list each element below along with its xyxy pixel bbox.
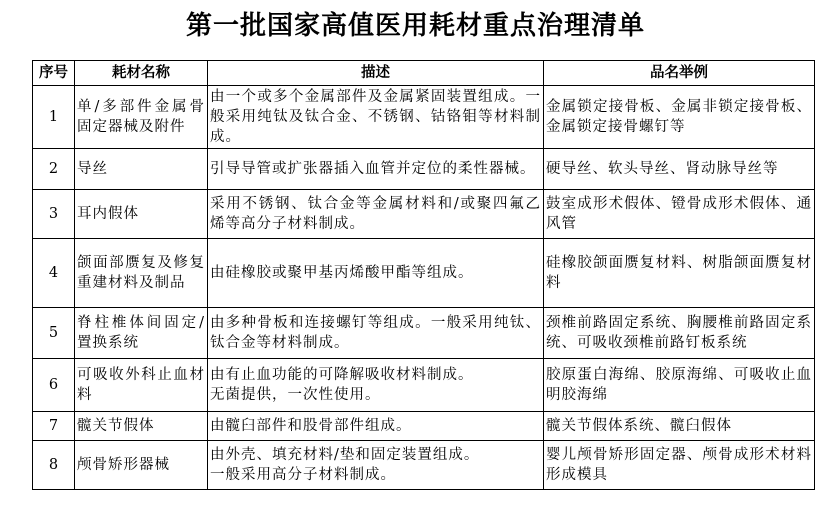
cell-desc: 引导导管或扩张器插入血管并定位的柔性器械。 xyxy=(208,149,544,190)
cell-examples: 髋关节假体系统、髋臼假体 xyxy=(544,412,815,441)
cell-examples: 硅橡胶颌面赝复材料、树脂颌面赝复材料 xyxy=(544,239,815,308)
cell-seq: 8 xyxy=(33,441,75,490)
table-row xyxy=(33,412,815,441)
cell-seq: 1 xyxy=(33,86,75,149)
page-title: 第一批国家高值医用耗材重点治理清单 xyxy=(185,11,645,41)
cell-seq: 4 xyxy=(33,239,75,308)
cell-desc: 由多种骨板和连接螺钉等组成。一般采用纯钛、钛合金等材料制成。 xyxy=(208,308,544,359)
cell-seq: 3 xyxy=(33,190,75,239)
cell-desc: 由一个或多个金属部件及金属紧固装置组成。一般采用纯钛及钛合金、不锈钢、钴铬钼等材料制成。 xyxy=(208,86,544,149)
cell-name: 颅骨矫形器械 xyxy=(75,441,208,490)
cell-desc xyxy=(208,359,544,412)
cell-desc-line: 一般采用高分子材料制成。 xyxy=(210,467,396,483)
cell-seq: 2 xyxy=(33,149,75,190)
table-row xyxy=(33,239,815,308)
cell-examples: 硬导丝、软头导丝、肾动脉导丝等 xyxy=(544,149,815,190)
cell-name: 可吸收外科止血材料 xyxy=(75,359,208,412)
cell-examples: 鼓室成形术假体、镫骨成形术假体、通风管 xyxy=(544,190,815,239)
column-header-desc: 描述 xyxy=(208,61,544,86)
cell-seq: 7 xyxy=(33,412,75,441)
cell-seq: 5 xyxy=(33,308,75,359)
cell-name: 耳内假体 xyxy=(75,190,208,239)
cell-desc-line: 无菌提供，一次性使用。 xyxy=(210,387,381,403)
cell-seq: 6 xyxy=(33,359,75,412)
cell-name: 导丝 xyxy=(75,149,208,190)
cell-name: 单/多部件金属骨固定器械及附件 xyxy=(75,86,208,149)
cell-examples: 婴儿颅骨矫形固定器、颅骨成形术材料形成模具 xyxy=(544,441,815,490)
column-header-name: 耗材名称 xyxy=(75,61,208,86)
cell-desc-line: 由外壳、填充材料/垫和固定装置组成。 xyxy=(210,447,480,463)
cell-name: 髋关节假体 xyxy=(75,412,208,441)
cell-desc xyxy=(208,441,544,490)
cell-desc: 由硅橡胶或聚甲基丙烯酸甲酯等组成。 xyxy=(208,239,544,308)
cell-examples: 金属锁定接骨板、金属非锁定接骨板、金属锁定接骨螺钉等 xyxy=(544,86,815,149)
governance-list-table xyxy=(32,60,815,490)
cell-name: 颌面部赝复及修复重建材料及制品 xyxy=(75,239,208,308)
cell-desc: 采用不锈钢、钛合金等金属材料和/或聚四氟乙烯等高分子材料制成。 xyxy=(208,190,544,239)
cell-examples: 颈椎前路固定系统、胸腰椎前路固定系统、可吸收颈椎前路钉板系统 xyxy=(544,308,815,359)
cell-examples: 胶原蛋白海绵、胶原海绵、可吸收止血明胶海绵 xyxy=(544,359,815,412)
column-header-seq: 序号 xyxy=(33,61,75,86)
cell-desc: 由髋臼部件和股骨部件组成。 xyxy=(208,412,544,441)
table-row xyxy=(33,190,815,239)
table-row xyxy=(33,359,815,412)
table-header-row xyxy=(33,61,815,86)
column-header-examples: 品名举例 xyxy=(544,61,815,86)
table-row xyxy=(33,86,815,149)
table-row xyxy=(33,308,815,359)
cell-desc-line: 由有止血功能的可降解吸收材料制成。 xyxy=(210,367,474,383)
cell-name: 脊柱椎体间固定/置换系统 xyxy=(75,308,208,359)
table-row xyxy=(33,441,815,490)
table-row xyxy=(33,149,815,190)
